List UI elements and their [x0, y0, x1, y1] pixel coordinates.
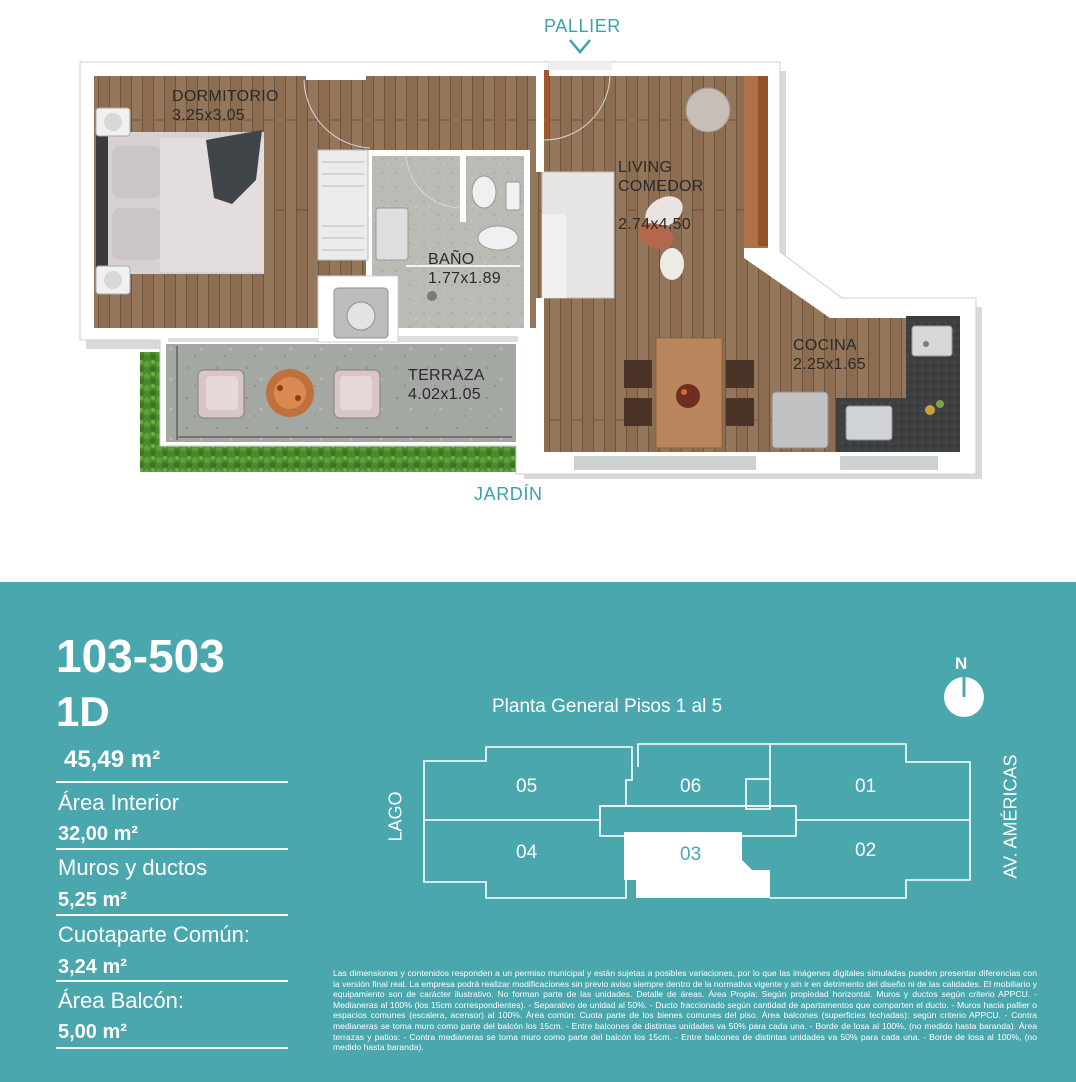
- unit-03: 03: [680, 844, 702, 865]
- garden-label: JARDÍN: [474, 484, 543, 504]
- area-label-muros: Muros y ductos: [58, 855, 208, 880]
- area-value-cuotaparte: 3,24 m²: [58, 956, 127, 978]
- room-label-dormitorio: [172, 87, 279, 125]
- site-plan-title: Planta General Pisos 1 al 5: [492, 696, 723, 717]
- unit-05: 05: [516, 776, 538, 797]
- room-name: TERRAZA: [408, 367, 485, 384]
- area-label-interior: Área Interior: [58, 790, 180, 815]
- unit-02: 02: [855, 840, 877, 861]
- fridge: [772, 392, 828, 448]
- room-size: 2.25x1.65: [793, 356, 866, 373]
- room-name: DORMITORIO: [172, 88, 279, 105]
- unit-06: 06: [680, 776, 702, 797]
- north-label: N: [955, 654, 968, 673]
- room-size: 3.25x3.05: [172, 107, 245, 124]
- room-label-cocina: [793, 336, 866, 374]
- unit-01: 01: [855, 776, 877, 797]
- street-americas: AV. AMÉRICAS: [1000, 754, 1021, 879]
- street-lago: LAGO: [385, 791, 406, 842]
- room-size: 4.02x1.05: [408, 386, 481, 403]
- area-label-cuotaparte: Cuotaparte Común:: [58, 922, 250, 947]
- unit-04: 04: [516, 842, 538, 863]
- legal-disclaimer: Las dimensiones y contenidos responden a un permiso municipal y están sujetas a posibles variaciones, por lo que las imágenes digitales simuladas pueden presentar diferencias con la versión final real. La empresa podrá realizar modificaciones sin previo aviso siempre dentro de la normativa vigente y sin ir en detrimento del diseño ni de las calidades. El mobiliario y equipamiento son de carácter ilustrativo. No forman parte de las unidades. Detalle de áreas. Área Propia: Según propiedad horizontal. Muros y ductos según criterio APPCU. -Medianeras al 100% (los 15cm correspondientes). - Separativo de unidad al 50%. - Ducto fraccionado según cantidad de apartamentos que comparten el ducto. - Muros hacia pallier o espacios comunes (escalera, acensor) al 100%. Área común: Cuota parte de los bienes comunes del piso. Área balcones (superficies techadas): según criterio APPCU. - Contra medianeras se toma muro como parte del balcón los 15cm. - Entre balcones de distintas unidades va 50% para cada una. - Borde de losa al 100%, (no medido hasta baranda). Área terrazas y patios: - Contra medianeras se toma muro como parte del balcón los 15cm. - Entre balcones de distintas unidades va 50% para cada una. - Borde de losa al 100%, (no medido hasta baranda).: [333, 968, 1037, 1053]
- area-value-interior: 32,00 m²: [58, 823, 139, 845]
- area-value-muros: 5,25 m²: [58, 889, 127, 911]
- info-panel: [0, 582, 1076, 1082]
- room-label-terraza: [408, 366, 485, 404]
- room-size: 2.74x4.50: [618, 216, 691, 233]
- unit-type: 1D: [56, 688, 110, 735]
- entrance-chevron-icon: [570, 40, 590, 52]
- room-name: LIVING COMEDOR: [618, 159, 704, 195]
- entrance-label: PALLIER: [544, 16, 621, 36]
- room-name: BAÑO: [428, 251, 475, 268]
- area-value-balcon: 5,00 m²: [58, 1021, 127, 1043]
- room-label-living: [618, 139, 704, 253]
- unit-number: 103-503: [56, 630, 225, 682]
- room-size: 1.77x1.89: [428, 270, 501, 287]
- room-label-bano: [428, 250, 501, 288]
- room-name: COCINA: [793, 337, 858, 354]
- area-label-balcon: Área Balcón:: [58, 988, 184, 1013]
- total-area: 45,49 m²: [64, 746, 161, 773]
